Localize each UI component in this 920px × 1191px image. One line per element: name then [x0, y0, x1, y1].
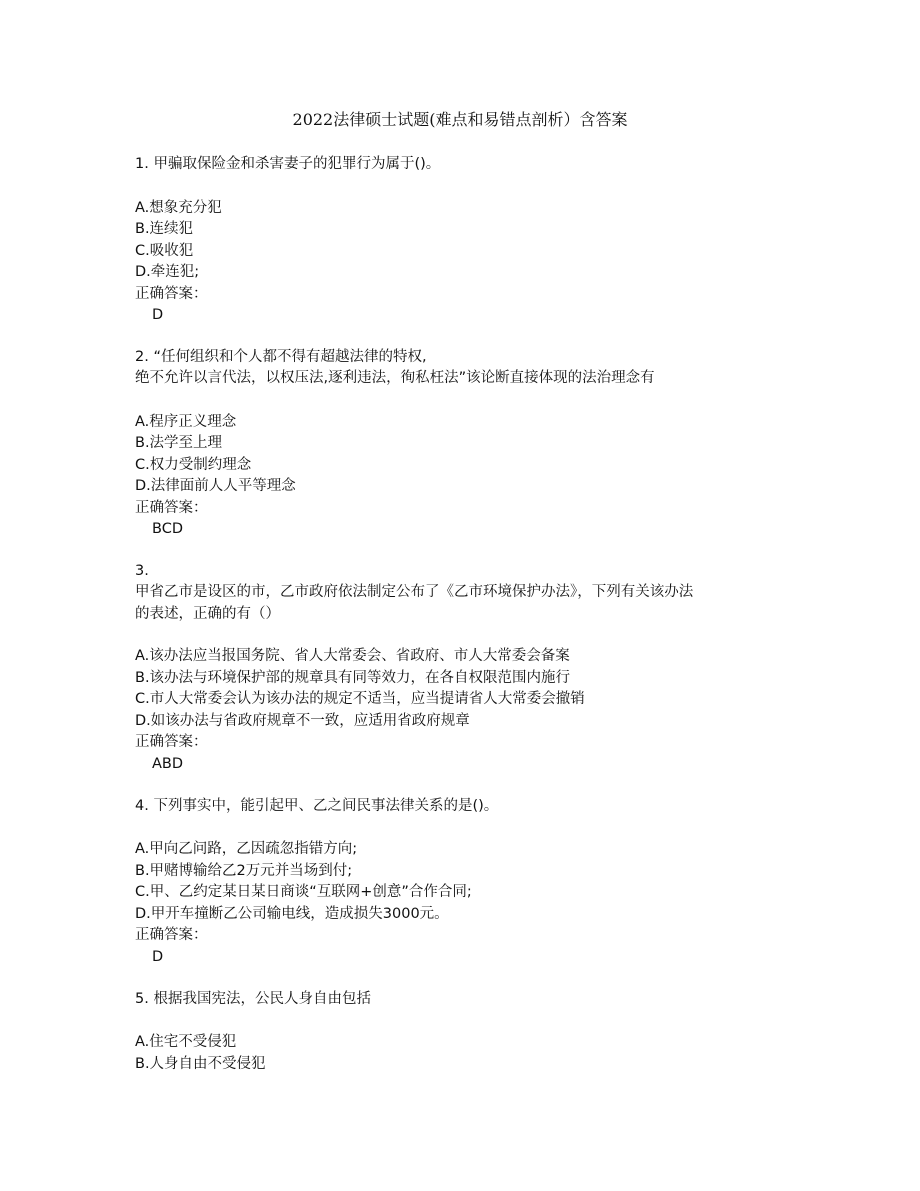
question-2-option-d: D.法律面前人人平等理念 — [135, 478, 296, 494]
question-3-answer: ABD — [152, 756, 184, 772]
question-3-stem-line-3: 的表述，正确的有（） — [135, 606, 280, 622]
question-1-stem: 1. 甲骗取保险金和杀害妻子的犯罪行为属于()。 — [135, 156, 441, 172]
question-4-option-c: C.甲、乙约定某日某日商谈“互联网+创意”合作合同; — [135, 884, 472, 900]
question-1-option-d: D.牵连犯; — [135, 264, 200, 280]
question-3-option-d: D.如该办法与省政府规章不一致，应适用省政府规章 — [135, 713, 470, 729]
question-2-option-a: A.程序正义理念 — [135, 414, 237, 430]
question-4-option-a: A.甲向乙问路，乙因疏忽指错方向; — [135, 841, 358, 857]
question-1-option-b: B.连续犯 — [135, 221, 194, 237]
question-3-stem-line-2: 甲省乙市是设区的市，乙市政府依法制定公布了《乙市环境保护办法》，下列有关该办法 — [135, 584, 694, 600]
question-2-stem-line-1: 2. “任何组织和个人都不得有超越法律的特权, — [135, 349, 427, 365]
question-4-answer-label: 正确答案： — [135, 927, 208, 943]
question-5-option-b: B.人身自由不受侵犯 — [135, 1056, 266, 1072]
question-3-answer-label: 正确答案： — [135, 734, 208, 750]
question-5-stem: 5. 根据我国宪法，公民人身自由包括 — [135, 991, 371, 1007]
question-2-option-c: C.权力受制约理念 — [135, 457, 252, 473]
question-1-option-c: C.吸收犯 — [135, 243, 194, 259]
question-3-option-a: A.该办法应当报国务院、省人大常委会、省政府、市人大常委会备案 — [135, 648, 570, 664]
question-3-option-b: B.该办法与环境保护部的规章具有同等效力，在各自权限范围内施行 — [135, 670, 571, 686]
question-5-option-a: A.住宅不受侵犯 — [135, 1034, 237, 1050]
document-title: 2022法律硕士试题(难点和易错点剖析）含答案 — [292, 110, 628, 129]
question-4-stem: 4. 下列事实中，能引起甲、乙之间民事法律关系的是()。 — [135, 798, 499, 814]
question-1-answer-label: 正确答案： — [135, 286, 208, 302]
question-2-stem-line-2: 绝不允许以言代法，以权压法,逐利违法，徇私枉法”该论断直接体现的法治理念有 — [135, 370, 655, 386]
question-4-option-b: B.甲赌博输给乙2万元并当场到付; — [135, 863, 353, 879]
question-2-answer: BCD — [152, 521, 183, 537]
question-4-option-d: D.甲开车撞断乙公司输电线，造成损失3000元。 — [135, 906, 449, 922]
question-2-answer-label: 正确答案： — [135, 500, 208, 516]
question-3-option-c: C.市人大常委会认为该办法的规定不适当，应当提请省人大常委会撤销 — [135, 691, 585, 707]
question-1-answer: D — [152, 307, 164, 323]
question-3-stem-line-1: 3. — [135, 563, 149, 579]
question-1-option-a: A.想象充分犯 — [135, 200, 222, 216]
question-4-answer: D — [152, 949, 164, 965]
question-2-option-b: B.法学至上理 — [135, 435, 223, 451]
